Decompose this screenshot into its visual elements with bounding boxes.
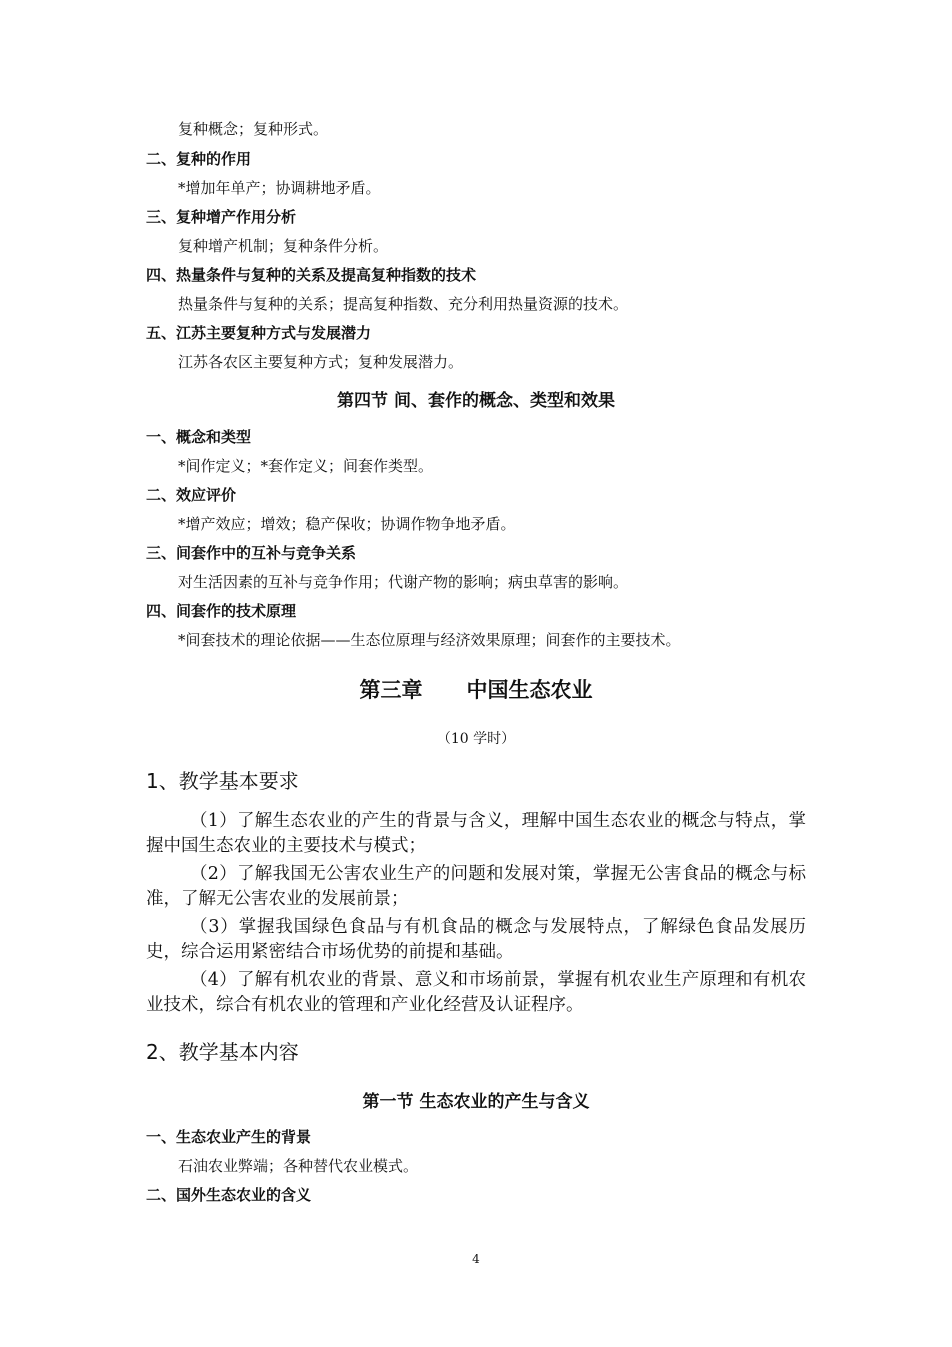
page-number: 4 xyxy=(472,1252,480,1266)
subsection-heading: 四、间套作的技术原理 xyxy=(146,602,297,620)
section-title: 第四节 间、套作的概念、类型和效果 xyxy=(337,391,615,411)
subsection-heading: 一、概念和类型 xyxy=(146,428,252,446)
subsection-heading: 三、复种增产作用分析 xyxy=(146,208,297,226)
chapter-name: 中国生态农业 xyxy=(466,678,593,702)
body-text: 热量条件与复种的关系；提高复种指数、充分利用热量资源的技术。 xyxy=(178,295,629,313)
chapter-title xyxy=(0,674,952,704)
body-text: 江苏各农区主要复种方式；复种发展潜力。 xyxy=(178,353,464,371)
body-text: *增产效应；增效；稳产保收；协调作物争地矛盾。 xyxy=(178,515,516,533)
section-title: 第一节 生态农业的产生与含义 xyxy=(362,1092,590,1112)
main-heading: 2、教学基本内容 xyxy=(146,1040,299,1064)
body-text: *间套技术的理论依据——生态位原理与经济效果原理；间套作的主要技术。 xyxy=(178,631,681,649)
subsection-heading: 二、国外生态农业的含义 xyxy=(146,1186,312,1204)
chapter-number: 第三章 xyxy=(359,678,423,702)
body-text: *间作定义；*套作定义；间套作类型。 xyxy=(178,457,434,475)
subsection-heading: 四、热量条件与复种的关系及提高复种指数的技术 xyxy=(146,266,477,284)
subsection-heading: 一、生态农业产生的背景 xyxy=(146,1128,312,1146)
body-text: 复种概念；复种形式。 xyxy=(178,120,329,138)
requirement-paragraph: （1）了解生态农业的产生的背景与含义，理解中国生态农业的概念与特点，掌握中国生态农业的主要技术与模式； xyxy=(146,811,806,856)
subsection-heading: 二、复种的作用 xyxy=(146,150,252,168)
requirement-paragraph: （4）了解有机农业的背景、意义和市场前景，掌握有机农业生产原理和有机农业技术，综合有机农业的管理和产业化经营及认证程序。 xyxy=(146,970,806,1015)
body-text: 石油农业弊端；各种替代农业模式。 xyxy=(178,1157,419,1175)
body-text: 对生活因素的互补与竞争作用；代谢产物的影响；病虫草害的影响。 xyxy=(178,573,629,591)
body-text: *增加年单产；协调耕地矛盾。 xyxy=(178,179,381,197)
subsection-heading: 二、效应评价 xyxy=(146,486,237,504)
class-hours: （10 学时） xyxy=(436,731,516,747)
requirement-paragraph: （3）掌握我国绿色食品与有机食品的概念与发展特点，了解绿色食品发展历史，综合运用紧密结合市场优势的前提和基础。 xyxy=(146,917,806,962)
subsection-heading: 三、间套作中的互补与竞争关系 xyxy=(146,544,357,562)
body-text: 复种增产机制；复种条件分析。 xyxy=(178,237,389,255)
requirement-paragraph: （2）了解我国无公害农业生产的问题和发展对策，掌握无公害食品的概念与标准，了解无公害农业的发展前景； xyxy=(146,864,806,909)
subsection-heading: 五、江苏主要复种方式与发展潜力 xyxy=(146,324,372,342)
main-heading: 1、教学基本要求 xyxy=(146,769,299,793)
